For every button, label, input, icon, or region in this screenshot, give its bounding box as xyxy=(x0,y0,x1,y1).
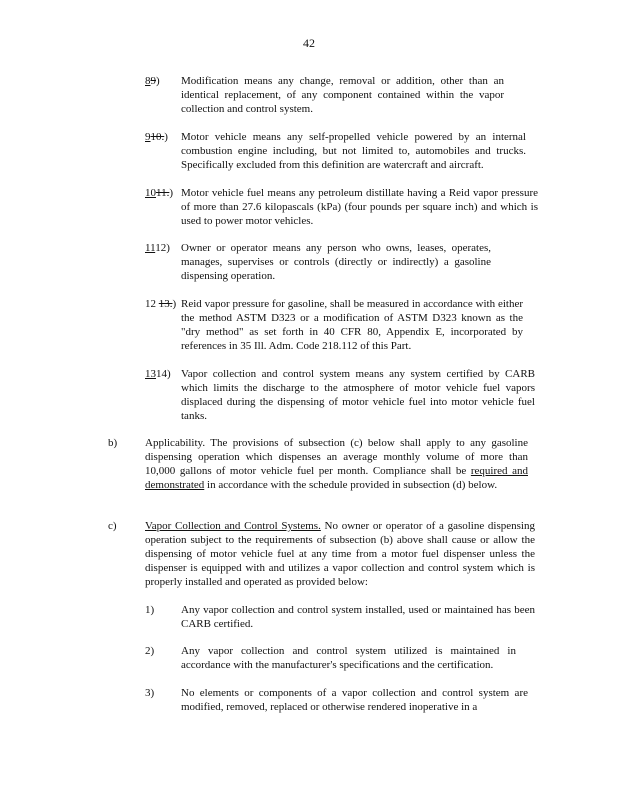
vapor-collection-paragraph: Vapor Collection and Control Systems. No owner or operator of a gasoline dispensing operation subject to the requirements of subsection (b) above shall cause or allow the dispensing of motor vehicle fuel at any time from a motor fuel dispenser unless the dispenser is equipped with and utilizes a vapor collection and control system which is properly installed and operated as provided below: xyxy=(145,520,535,588)
definition-text: Motor vehicle fuel means any petroleum distillate having a Reid vapor pressure of more than 27.6 kilopascals (kPa) (four pounds per square inch) and which is used to power motor vehicles. xyxy=(181,187,538,227)
definition-number: 1112) xyxy=(145,242,170,254)
definition-text: Motor vehicle means any self-propelled vehicle powered by an internal combustion engine including, but not limited to, automobiles and trucks. Specifically excluded from this definition are watercraft and aircraft. xyxy=(181,131,526,171)
subitem-text: No elements or components of a vapor collection and control system are modified, removed, replaced or otherwise rendered inoperative in a xyxy=(181,687,528,713)
section-label: b) xyxy=(108,437,118,449)
subitem-text: Any vapor collection and control system installed, used or maintained has been CARB certified. xyxy=(181,604,535,630)
inserted-text: required and demonstrated xyxy=(145,465,528,491)
section-heading: Vapor Collection and Control Systems. xyxy=(145,520,321,532)
definition-number: 12 13.) xyxy=(145,298,177,310)
subitem-label: 2) xyxy=(145,645,155,657)
definition-number: 89) xyxy=(145,75,160,87)
definition-text: Owner or operator means any person who owns, leases, operates, manages, supervises or controls (directly or indirectly) a gasoline dispensing operation. xyxy=(181,242,491,282)
definition-number: 910.) xyxy=(145,131,168,143)
subitem-text: Any vapor collection and control system utilized is maintained in accordance with the manufacturer's specifications and the certification. xyxy=(181,645,516,671)
applicability-paragraph: Applicability. The provisions of subsection (c) below shall apply to any gasoline dispensing operation which dispenses an average monthly volume of more than 10,000 gallons of motor vehicle fuel per month. Compliance shall be required and demonstrated in accordance with the schedule provided in subsection (d) below. xyxy=(145,437,528,491)
definition-number: 1314) xyxy=(145,368,171,380)
section-label: c) xyxy=(108,520,117,532)
definition-text: Vapor collection and control system means any system certified by CARB which limits the discharge to the atmosphere of motor vehicle fuel vapors displaced during the dispensing of motor vehicle fuel into motor vehicle fuel tanks. xyxy=(181,368,535,422)
definition-number: 1011.) xyxy=(145,187,174,199)
definition-text: Modification means any change, removal or addition, other than an identical replacement, of any component contained within the vapor collection and control system. xyxy=(181,75,504,115)
page-number: 42 xyxy=(303,36,315,50)
definition-text: Reid vapor pressure for gasoline, shall be measured in accordance with either the method ASTM D323 or a modification of ASTM D323 known as the "dry method" as set forth in 40 CFR 80, Appendix E, incorporated by references in 35 Ill. Adm. Code 218.112 of this Part. xyxy=(181,298,523,352)
subitem-label: 3) xyxy=(145,687,155,699)
subitem-label: 1) xyxy=(145,604,155,616)
